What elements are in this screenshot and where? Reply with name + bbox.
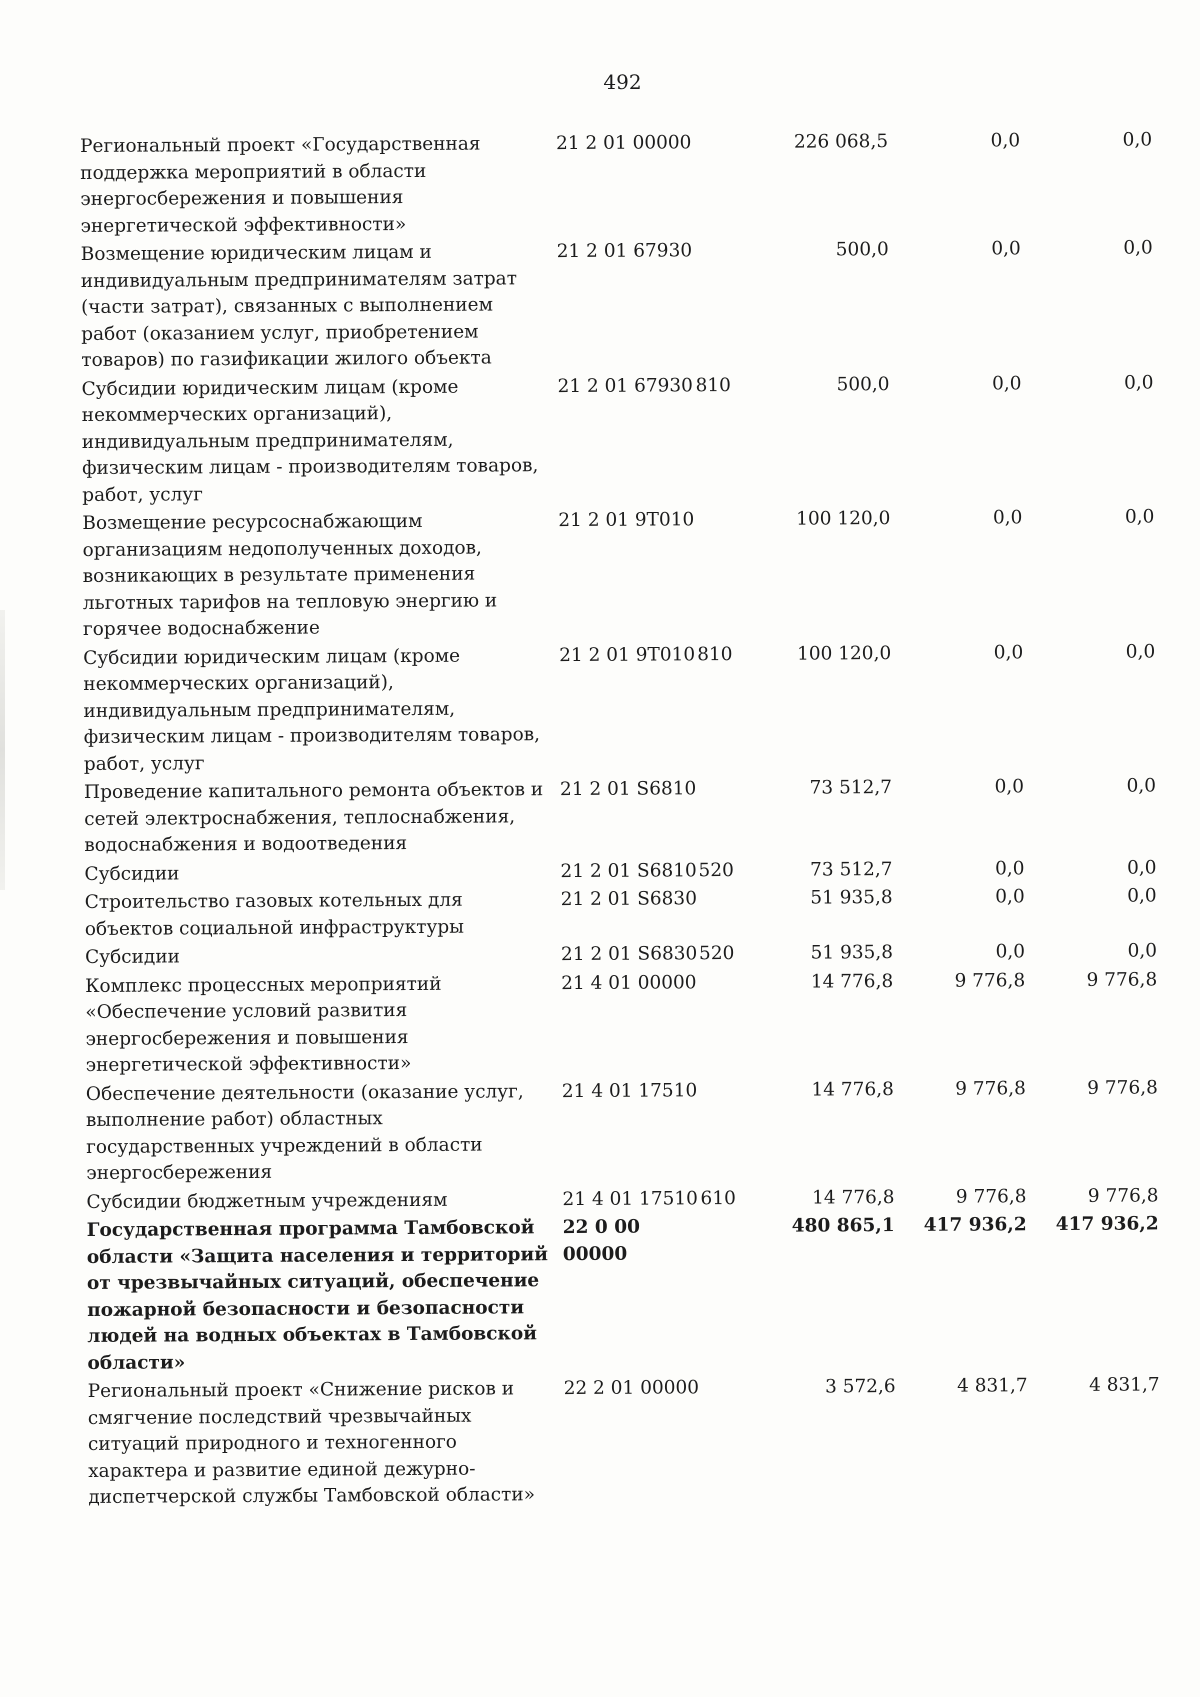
row-value-3: 0,0 [1127, 940, 1158, 962]
row-value-1: 100 120,0 [796, 642, 892, 665]
row-code: 22 0 00 00000 [562, 1216, 641, 1265]
row-code: 21 4 01 17510 [562, 1187, 698, 1210]
row-value-2: 0,0 [995, 857, 1025, 879]
row-value-3: 0,0 [1123, 237, 1153, 259]
row-value-1: 480 865,1 [791, 1215, 895, 1237]
table-row [82, 504, 1173, 643]
row-value-2: 9 776,8 [954, 969, 1026, 992]
row-value-3: 0,0 [1126, 775, 1157, 797]
row-code: 21 2 01 S6810 [560, 859, 697, 882]
row-value-1: 14 776,8 [810, 970, 894, 993]
row-value-3: 0,0 [1122, 129, 1153, 151]
row-code: 22 2 01 00000 [563, 1377, 700, 1400]
row-value-1: 14 776,8 [811, 1078, 894, 1101]
row-value-1: 73 512,7 [810, 858, 893, 881]
row-value-1: 51 935,8 [810, 942, 894, 964]
row-value-1: 14 776,8 [812, 1186, 895, 1209]
row-value-2: 4 831,7 [956, 1375, 1028, 1397]
row-value-3: 0,0 [1127, 856, 1157, 879]
row-name: Региональный проект «Снижение рисков и смягчение последствий чрезвычайных ситуаций природного и техногенного характера и развитие единой дежурно-диспетчерской службы Тамбовской области» [87, 1378, 536, 1508]
row-value-3: 9 776,8 [1087, 1184, 1159, 1207]
table-row-program-total [87, 1211, 1178, 1377]
row-value-1: 100 120,0 [796, 508, 891, 530]
row-name: Субсидии [84, 946, 181, 968]
table-row [81, 235, 1172, 374]
row-code: 21 4 01 17510 [561, 1079, 698, 1102]
table-row [84, 773, 1174, 859]
row-name: Региональный проект «Государственная поддержка мероприятий в области энергосбережения и повышения энергетической эффективности» [80, 133, 481, 237]
row-code: 21 2 01 9Т010 [558, 509, 695, 532]
table-row [81, 370, 1172, 509]
row-code: 21 2 01 S6830 [560, 888, 697, 911]
row-code: 21 2 01 67930 [556, 240, 693, 263]
table-row [84, 855, 1174, 888]
row-expense-type: 610 [700, 1187, 736, 1209]
row-value-1: 226 068,5 [793, 131, 889, 153]
row-name: Государственная программа Тамбовской области «Защита населения и территорий от чрезвычайных ситуаций, обеспечение пожарной безопасности и безопасности людей на водных объектах в Тамбовской области» [86, 1217, 548, 1374]
row-value-2: 0,0 [995, 941, 1026, 963]
row-value-1: 500,0 [835, 239, 889, 261]
row-name: Субсидии бюджетным учреждениям [86, 1189, 448, 1213]
row-value-1: 73 512,7 [809, 777, 893, 799]
row-value-2: 0,0 [990, 130, 1021, 152]
row-name: Комплекс процессных мероприятий «Обеспечение условий развития энергосбережения и повышения энергетической эффективности» [85, 973, 442, 1076]
row-name: Возмещение ресурсоснабжающим организациям недополученных доходов, возникающих в результате применения льготных тарифов на тепловую энергию и горячее водоснабжение [82, 510, 498, 640]
row-code: 21 2 01 67930 [557, 374, 693, 397]
row-value-2: 9 776,8 [955, 1185, 1027, 1208]
row-value-3: 9 776,8 [1087, 1076, 1158, 1099]
row-value-3: 9 776,8 [1086, 968, 1158, 991]
row-value-1: 51 935,8 [810, 887, 893, 909]
row-value-2: 0,0 [992, 372, 1022, 394]
row-name: Обеспечение деятельности (оказание услуг, выполнение работ) областных государственных учреждений в области энергосбережения [85, 1080, 524, 1184]
row-code: 21 2 01 S6830 [560, 943, 698, 966]
row-value-3: 0,0 [1127, 885, 1157, 907]
row-expense-type: 520 [698, 943, 735, 965]
scan-edge-shadow [0, 610, 5, 890]
row-value-2: 0,0 [991, 238, 1021, 260]
row-name: Субсидии [84, 862, 180, 885]
row-value-2: 0,0 [994, 776, 1025, 798]
row-name: Возмещение юридическим лицам и индивидуальным предпринимателям затрат (части затрат), связанных с выполнением работ (оказанием услуг, приобретением товаров) по газификации жилого объекта [80, 241, 517, 371]
row-value-2: 9 776,8 [955, 1077, 1026, 1100]
row-code: 21 4 01 00000 [561, 971, 697, 994]
row-name: Строительство газовых котельных для объектов социальной инфраструктуры [84, 889, 464, 940]
row-value-3: 0,0 [1124, 506, 1155, 528]
row-value-3: 417 936,2 [1055, 1213, 1159, 1236]
row-value-3: 0,0 [1125, 640, 1156, 663]
table-row [85, 938, 1175, 971]
row-value-2: 0,0 [993, 641, 1024, 663]
row-value-3: 4 831,7 [1088, 1374, 1160, 1396]
table-row [85, 967, 1176, 1080]
table-row [83, 639, 1174, 778]
row-value-1: 500,0 [836, 373, 890, 395]
row-expense-type: 810 [697, 643, 733, 665]
row-code: 21 2 01 S6810 [559, 778, 697, 801]
row-value-2: 417 936,2 [923, 1214, 1027, 1236]
row-value-2: 0,0 [995, 886, 1025, 908]
row-value-3: 0,0 [1124, 371, 1154, 394]
row-value-1: 3 572,6 [824, 1376, 896, 1398]
row-name: Субсидии юридическим лицам (кроме некоммерческих организаций), индивидуальным предпринимателям, физическим лицам - производителям товаров, работ, услуг [81, 376, 539, 506]
table-row [80, 127, 1171, 240]
table-row [85, 883, 1175, 943]
row-expense-type: 810 [695, 374, 731, 396]
table-row [86, 1183, 1176, 1216]
page-number: 492 [603, 70, 642, 94]
row-code: 21 2 01 00000 [556, 132, 692, 155]
row-name: Проведение капитального ремонта объектов и сетей электроснабжения, теплоснабжения, водоснабжения и водоотведения [83, 779, 544, 856]
row-name: Субсидии юридическим лицам (кроме некоммерческих организаций), индивидуальным предпринимателям, физическим лицам - производителям товаров, работ, услуг [83, 645, 541, 775]
row-expense-type: 520 [698, 859, 734, 881]
table-row [86, 1075, 1177, 1188]
budget-table [80, 127, 1178, 1511]
row-code: 21 2 01 9Т010 [559, 643, 696, 666]
table-row [88, 1372, 1179, 1511]
row-value-2: 0,0 [992, 507, 1023, 529]
